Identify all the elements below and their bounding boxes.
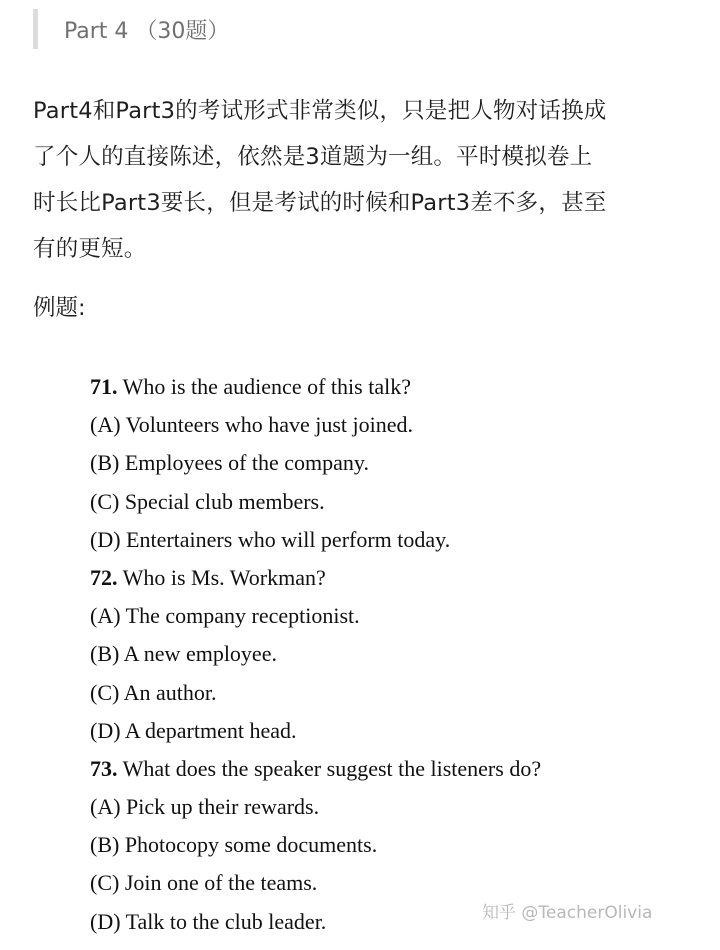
- option: (B) Employees of the company.: [90, 450, 369, 476]
- option: (B) Photocopy some documents.: [90, 832, 378, 858]
- section-title: Part 4 （30题）: [64, 18, 230, 44]
- intro-paragraph: [33, 88, 693, 272]
- option: (B) A new employee.: [90, 641, 277, 667]
- option: (A) The company receptionist.: [90, 603, 360, 629]
- example-label: 例题:: [33, 295, 86, 321]
- intro-line: 了个人的直接陈述，依然是3道题为一组。平时模拟卷上: [33, 144, 593, 170]
- question-number: 71.: [90, 374, 118, 399]
- question-text: What does the speaker suggest the listeners do?: [117, 755, 542, 781]
- question-text: Who is the audience of this talk?: [117, 374, 411, 399]
- question-71: [90, 368, 690, 406]
- option: (C) An author.: [90, 679, 217, 705]
- section-heading: [33, 9, 229, 49]
- intro-line: 时长比Part3要长，但是考试的时候和Part3差不多，甚至: [33, 190, 607, 216]
- option: (C) Join one of the teams.: [90, 870, 318, 896]
- option: (D) Entertainers who will perform today.: [90, 526, 451, 552]
- example-questions: [90, 368, 690, 941]
- question-number: 73.: [90, 755, 118, 781]
- option: (C) Special club members.: [90, 488, 325, 514]
- intro-line: Part4和Part3的考试形式非常类似，只是把人物对话换成: [33, 98, 607, 124]
- option: (A) Pick up their rewards.: [90, 794, 320, 820]
- question-text: Who is Ms. Workman?: [117, 564, 326, 590]
- watermark: 知乎 @TeacherOlivia: [482, 903, 653, 923]
- option: (D) A department head.: [90, 717, 297, 743]
- option: (A) Volunteers who have just joined.: [90, 412, 414, 438]
- option: (D) Talk to the club leader.: [90, 908, 327, 934]
- question-72: [90, 559, 690, 597]
- intro-line: 有的更短。: [33, 236, 147, 262]
- question-number: 72.: [90, 564, 118, 590]
- question-73: [90, 750, 690, 788]
